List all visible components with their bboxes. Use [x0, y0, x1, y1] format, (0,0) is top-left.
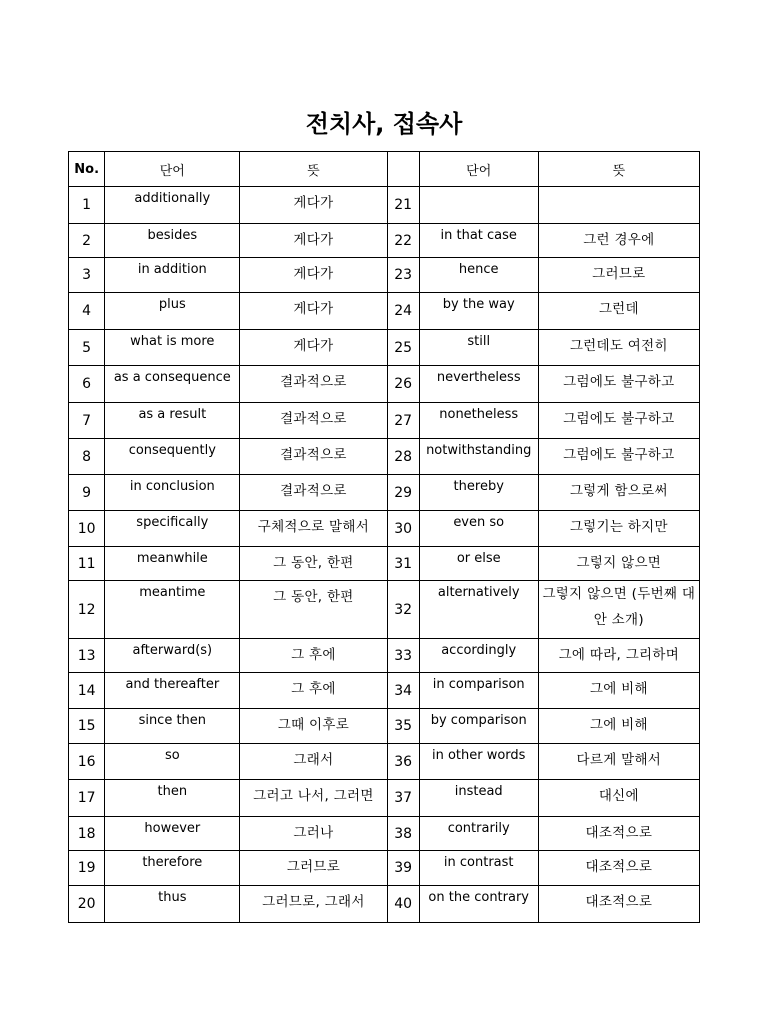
- row-number: 12: [69, 581, 105, 639]
- row-number: 9: [69, 475, 105, 511]
- row-number: 14: [69, 673, 105, 709]
- word-cell: therefore: [105, 851, 240, 886]
- meaning-cell-2: 다르게 말해서: [538, 744, 699, 780]
- table-row: [69, 403, 700, 439]
- word-cell-2: alternatively: [419, 581, 538, 639]
- meaning-cell-2: 그렇게 함으로써: [538, 475, 699, 511]
- header-meaning-2: 뜻: [538, 152, 699, 187]
- row-number-2: 34: [387, 673, 419, 709]
- row-number: 3: [69, 258, 105, 293]
- word-cell-2: still: [419, 330, 538, 366]
- row-number: 20: [69, 886, 105, 923]
- table-row: [69, 780, 700, 817]
- meaning-cell-2: 대조적으로: [538, 817, 699, 851]
- row-number-2: 36: [387, 744, 419, 780]
- row-number: 11: [69, 547, 105, 581]
- meaning-cell: 구체적으로 말해서: [240, 511, 387, 547]
- row-number: 17: [69, 780, 105, 817]
- table-row: [69, 439, 700, 475]
- header-number-2: [387, 152, 419, 187]
- row-number: 1: [69, 187, 105, 224]
- meaning-cell-2: 대조적으로: [538, 851, 699, 886]
- word-cell: afterward(s): [105, 639, 240, 673]
- meaning-cell-2: 그에 비해: [538, 673, 699, 709]
- word-cell: in conclusion: [105, 475, 240, 511]
- word-cell-2: notwithstanding: [419, 439, 538, 475]
- row-number-2: 40: [387, 886, 419, 923]
- header-word-2: 단어: [419, 152, 538, 187]
- table-row: [69, 581, 700, 639]
- word-cell-2: nonetheless: [419, 403, 538, 439]
- word-cell-2: thereby: [419, 475, 538, 511]
- table-row: [69, 886, 700, 923]
- word-cell: so: [105, 744, 240, 780]
- row-number: 4: [69, 293, 105, 330]
- table-row: [69, 187, 700, 224]
- word-cell-2: nevertheless: [419, 366, 538, 403]
- table-row: [69, 851, 700, 886]
- meaning-cell-2: 그런데: [538, 293, 699, 330]
- row-number: 19: [69, 851, 105, 886]
- row-number-2: 35: [387, 709, 419, 744]
- word-cell-2: even so: [419, 511, 538, 547]
- table-row: [69, 639, 700, 673]
- meaning-cell-2: 그에 따라, 그리하며: [538, 639, 699, 673]
- meaning-cell-2: 대신에: [538, 780, 699, 817]
- meaning-cell-2: 그렇지 않으면 (두번째 대안 소개): [538, 581, 699, 639]
- row-number-2: 30: [387, 511, 419, 547]
- table-header-row: [69, 152, 700, 187]
- meaning-cell-2: 그러므로: [538, 258, 699, 293]
- row-number-2: 37: [387, 780, 419, 817]
- word-cell-2: in other words: [419, 744, 538, 780]
- word-cell: in addition: [105, 258, 240, 293]
- meaning-cell: 게다가: [240, 258, 387, 293]
- meaning-cell-2: 그런 경우에: [538, 224, 699, 258]
- word-cell: additionally: [105, 187, 240, 224]
- word-cell: thus: [105, 886, 240, 923]
- word-cell-2: in that case: [419, 224, 538, 258]
- meaning-cell: 그러므로: [240, 851, 387, 886]
- row-number-2: 24: [387, 293, 419, 330]
- word-cell: however: [105, 817, 240, 851]
- word-cell: then: [105, 780, 240, 817]
- meaning-cell: 결과적으로: [240, 403, 387, 439]
- meaning-cell: 그 후에: [240, 673, 387, 709]
- meaning-cell: 그 동안, 한편: [240, 581, 387, 639]
- word-cell: plus: [105, 293, 240, 330]
- meaning-cell-2: 그에 비해: [538, 709, 699, 744]
- row-number: 16: [69, 744, 105, 780]
- word-cell: consequently: [105, 439, 240, 475]
- row-number-2: 28: [387, 439, 419, 475]
- row-number-2: 23: [387, 258, 419, 293]
- table-row: [69, 744, 700, 780]
- meaning-cell: 결과적으로: [240, 366, 387, 403]
- row-number-2: 29: [387, 475, 419, 511]
- word-cell-2: or else: [419, 547, 538, 581]
- word-cell: meantime: [105, 581, 240, 639]
- meaning-cell: 결과적으로: [240, 439, 387, 475]
- table-row: [69, 673, 700, 709]
- row-number-2: 22: [387, 224, 419, 258]
- header-meaning: 뜻: [240, 152, 387, 187]
- row-number: 18: [69, 817, 105, 851]
- word-cell: specifically: [105, 511, 240, 547]
- word-cell-2: accordingly: [419, 639, 538, 673]
- meaning-cell-2: [538, 187, 699, 224]
- meaning-cell-2: 그런데도 여전히: [538, 330, 699, 366]
- word-cell: as a result: [105, 403, 240, 439]
- table-row: [69, 475, 700, 511]
- table-row: [69, 293, 700, 330]
- word-cell: meanwhile: [105, 547, 240, 581]
- meaning-cell: 그러므로, 그래서: [240, 886, 387, 923]
- word-cell-2: by comparison: [419, 709, 538, 744]
- word-cell-2: hence: [419, 258, 538, 293]
- meaning-cell: 게다가: [240, 293, 387, 330]
- table-row: [69, 547, 700, 581]
- word-cell-2: [419, 187, 538, 224]
- meaning-cell: 게다가: [240, 187, 387, 224]
- meaning-cell-2: 대조적으로: [538, 886, 699, 923]
- row-number: 7: [69, 403, 105, 439]
- meaning-cell: 결과적으로: [240, 475, 387, 511]
- row-number-2: 33: [387, 639, 419, 673]
- row-number: 10: [69, 511, 105, 547]
- meaning-cell: 그러고 나서, 그러면: [240, 780, 387, 817]
- word-cell-2: in comparison: [419, 673, 538, 709]
- word-cell-2: in contrast: [419, 851, 538, 886]
- table-row: [69, 258, 700, 293]
- table-row: [69, 511, 700, 547]
- row-number-2: 25: [387, 330, 419, 366]
- vocabulary-table: [68, 151, 700, 923]
- meaning-cell-2: 그렇기는 하지만: [538, 511, 699, 547]
- word-cell: what is more: [105, 330, 240, 366]
- row-number-2: 31: [387, 547, 419, 581]
- meaning-cell: 게다가: [240, 330, 387, 366]
- word-cell: as a consequence: [105, 366, 240, 403]
- row-number-2: 26: [387, 366, 419, 403]
- word-cell-2: by the way: [419, 293, 538, 330]
- row-number: 6: [69, 366, 105, 403]
- meaning-cell: 그래서: [240, 744, 387, 780]
- word-cell-2: instead: [419, 780, 538, 817]
- row-number-2: 39: [387, 851, 419, 886]
- meaning-cell-2: 그럼에도 불구하고: [538, 366, 699, 403]
- meaning-cell-2: 그럼에도 불구하고: [538, 403, 699, 439]
- word-cell: since then: [105, 709, 240, 744]
- row-number: 5: [69, 330, 105, 366]
- row-number-2: 21: [387, 187, 419, 224]
- meaning-cell: 그 동안, 한편: [240, 547, 387, 581]
- row-number: 2: [69, 224, 105, 258]
- table-row: [69, 817, 700, 851]
- word-cell-2: contrarily: [419, 817, 538, 851]
- word-cell-2: on the contrary: [419, 886, 538, 923]
- row-number-2: 27: [387, 403, 419, 439]
- meaning-cell: 그 후에: [240, 639, 387, 673]
- row-number-2: 32: [387, 581, 419, 639]
- meaning-cell: 그러나: [240, 817, 387, 851]
- row-number: 15: [69, 709, 105, 744]
- header-number: No.: [69, 152, 105, 187]
- meaning-cell: 그때 이후로: [240, 709, 387, 744]
- table-row: [69, 709, 700, 744]
- meaning-cell-2: 그렇지 않으면: [538, 547, 699, 581]
- word-cell: besides: [105, 224, 240, 258]
- table-row: [69, 366, 700, 403]
- meaning-cell-2: 그럼에도 불구하고: [538, 439, 699, 475]
- page-title: 전치사, 접속사: [305, 110, 463, 138]
- table-row: [69, 330, 700, 366]
- row-number: 13: [69, 639, 105, 673]
- table-row: [69, 224, 700, 258]
- row-number: 8: [69, 439, 105, 475]
- header-word: 단어: [105, 152, 240, 187]
- row-number-2: 38: [387, 817, 419, 851]
- word-cell: and thereafter: [105, 673, 240, 709]
- meaning-cell: 게다가: [240, 224, 387, 258]
